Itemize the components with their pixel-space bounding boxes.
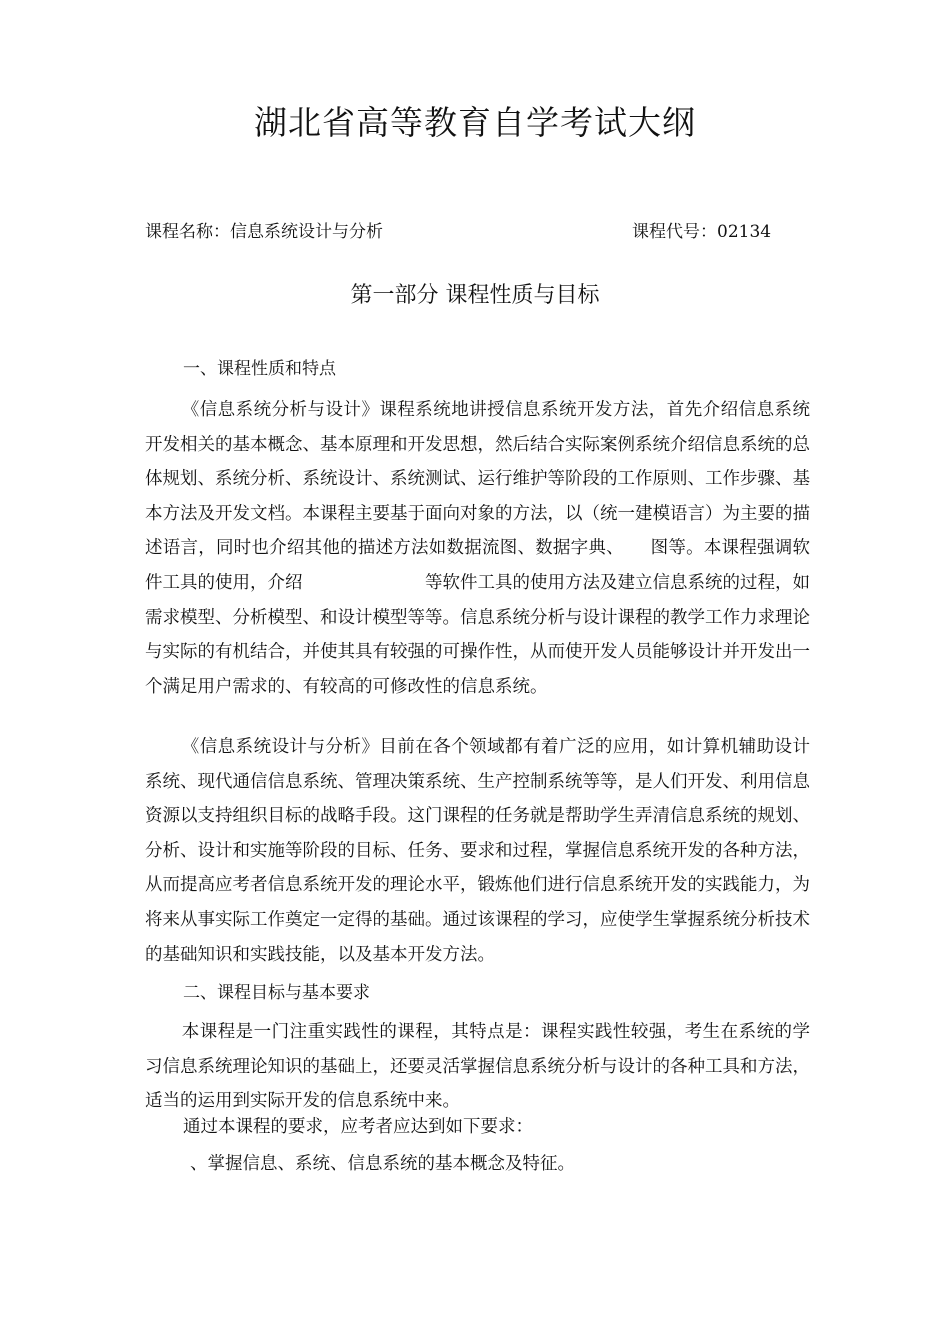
- requirement-item: 、掌握信息、系统、信息系统的基本概念及特征。: [190, 1154, 575, 1174]
- paragraph-course-application: 《信息系统设计与分析》目前在各个领域都有着广泛的应用，如计算机辅助设计系统、现代通信信息系统、管理决策系统、生产控制系统等等，是人们开发、利用信息资源以支持组织目标的战略手段。这门课程的任务就是帮助学生弄清信息系统的规划、分析、设计和实施等阶段的目标、任务、要求和过程，掌握信息系统开发的各种方法，从而提高应考者信息系统开发的理论水平，锻炼他们进行信息系统开发的实践能力，为将来从事实际工作奠定一定得的基础。通过该课程的学习，应使学生掌握系统分析技术的基础知识和实践技能，以及基本开发方法。: [145, 737, 810, 965]
- paragraph-course-goals: 本课程是一门注重实践性的课程，其特点是：课程实践性较强，考生在系统的学习信息系统理论知识的基础上，还要灵活掌握信息系统分析与设计的各种工具和方法，适当的运用到实际开发的信息系统中来。: [145, 1022, 810, 1112]
- section-heading-nature: 一、课程性质和特点: [183, 359, 336, 379]
- section-heading-goals: 二、课程目标与基本要求: [183, 983, 370, 1003]
- part-title: 第一部分 课程性质与目标: [350, 283, 600, 308]
- paragraph-course-intro: 《信息系统分析与设计》课程系统地讲授信息系统开发方法，首先介绍信息系统开发相关的基本概念、基本原理和开发思想，然后结合实际案例系统介绍信息系统的总体规划、系统分析、系统设计、系统测试、运行维护等阶段的工作原则、工作步骤、基本方法及开发文档。本课程主要基于面向对象的方法，以（统一建模语言）为主要的描述语言，同时也介绍其他的描述方法如数据流图、数据字典、 图等。本课程强调软件工具的使用，介绍 等软件工具的使用方法及建立信息系统的过程，如需求模型、分析模型、和设计模型等等。信息系统分析与设计课程的教学工作力求理论与实际的有机结合，并使其具有较强的可操作性，从而使开发人员能够设计并开发出一个满足用户需求的、有较高的可修改性的信息系统。: [145, 400, 810, 697]
- requirements-intro: 通过本课程的要求，应考者应达到如下要求：: [183, 1117, 533, 1137]
- course-name: 课程名称：信息系统设计与分析: [145, 222, 383, 242]
- course-code: 课程代号：02134: [632, 222, 772, 242]
- document-title: 湖北省高等教育自学考试大纲: [254, 103, 696, 142]
